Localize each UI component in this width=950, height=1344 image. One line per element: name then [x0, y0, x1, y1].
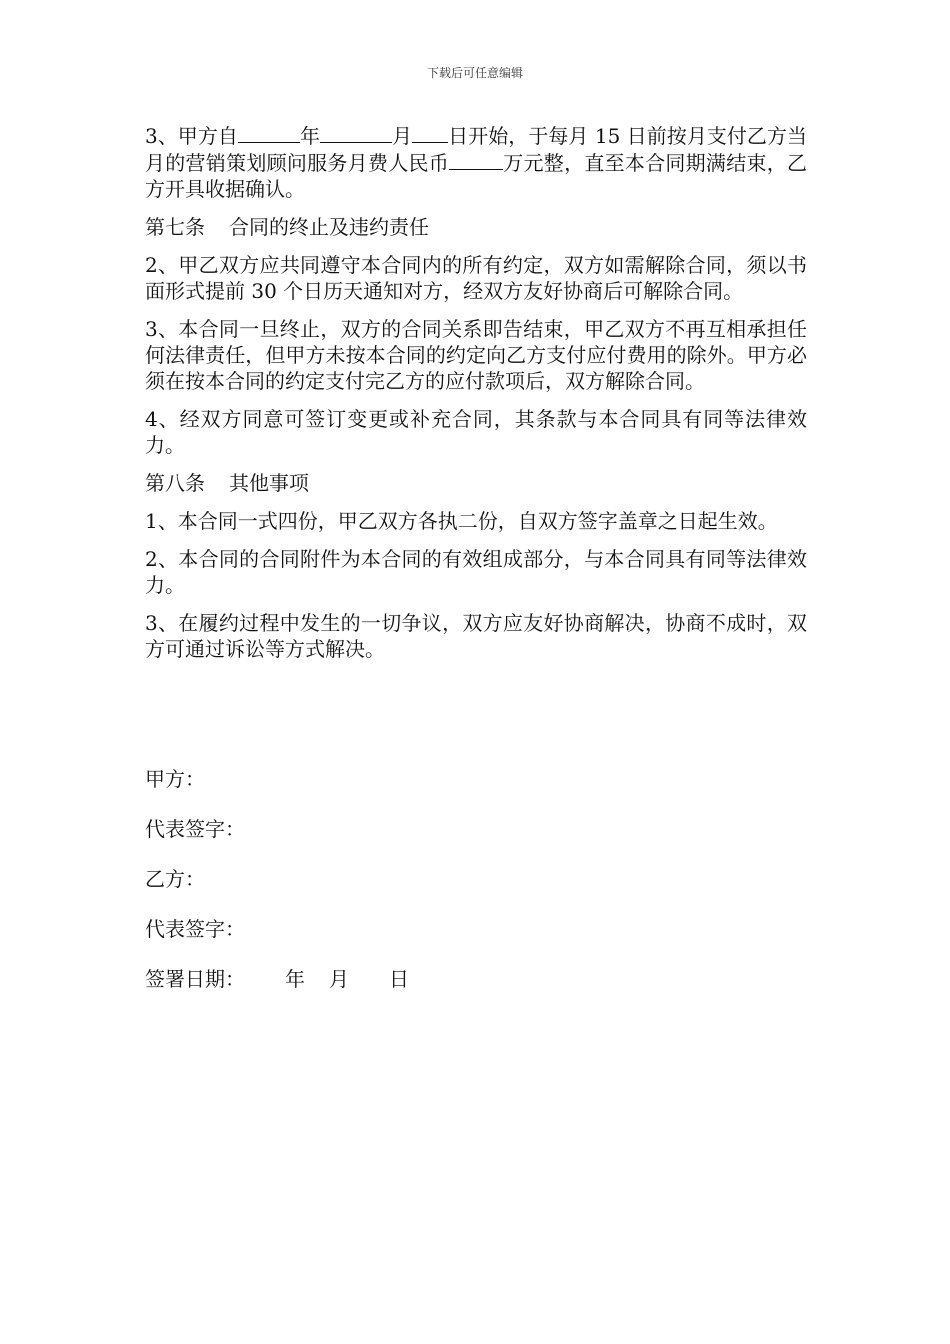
- signing-date-year: 年: [285, 967, 305, 991]
- contract-body: [145, 122, 807, 674]
- clause-text: 年: [299, 124, 321, 148]
- signing-date-month: 月: [329, 967, 349, 991]
- clause-text: 3、甲方自: [145, 124, 238, 148]
- article-7-item: 2、甲乙双方应共同遵守本合同内的所有约定，双方如需解除合同，须以书面形式提前 30 个日历天通知对方，经双方友好协商后可解除合同。: [145, 253, 807, 303]
- article-8-heading: [145, 470, 807, 496]
- blank-amount-field: [449, 149, 503, 170]
- party-b-representative-label: 代表签字：: [145, 917, 245, 941]
- party-a-label: 甲方：: [145, 767, 205, 791]
- article-7-item: 4、经双方同意可签订变更或补充合同，其条款与本合同具有同等法律效力。: [145, 407, 807, 457]
- blank-day-field: [412, 122, 448, 143]
- blank-month-field: [320, 122, 392, 143]
- article-8-item: 3、在履约过程中发生的一切争议，双方应友好协商解决，协商不成时，双方可通过诉讼等方式解决。: [145, 611, 807, 661]
- article-title: 合同的终止及违约责任: [229, 215, 429, 239]
- clause-text: 万元整，直至本合同期满结束，乙方开具收据确认。: [145, 151, 807, 201]
- party-b-label: 乙方：: [145, 867, 205, 891]
- signing-date-label: 签署日期：: [145, 967, 245, 991]
- article-number: 第八条: [145, 471, 205, 495]
- article-8-item: 2、本合同的合同附件为本合同的有效组成部分，与本合同具有同等法律效力。: [145, 547, 807, 597]
- clause-payment-schedule: [145, 122, 807, 202]
- page-header-note: 下载后可任意编辑: [426, 66, 523, 80]
- signing-date-line: [145, 966, 409, 992]
- article-7-item: 3、本合同一旦终止，双方的合同关系即告结束，甲乙双方不再互相承担任何法律责任，但甲方未按本合同的约定向乙方支付应付费用的除外。甲方必须在按本合同的约定支付完乙方的应付款项后，双方解除合同。: [145, 317, 807, 393]
- clause-text: 月: [392, 124, 413, 148]
- article-8-item: 1、本合同一式四份，甲乙双方各执二份，自双方签字盖章之日起生效。: [145, 509, 778, 533]
- article-7-heading: [145, 214, 807, 240]
- article-title: 其他事项: [229, 471, 309, 495]
- blank-year-field: [238, 122, 300, 143]
- signature-block: [145, 766, 409, 1016]
- article-number: 第七条: [145, 215, 205, 239]
- signing-date-day: 日: [389, 967, 409, 991]
- clause-text: 日开始，于每月 15 日前按月支付乙方当月的营销策划顾问服务月费人民币: [145, 124, 808, 175]
- party-a-representative-label: 代表签字：: [145, 817, 245, 841]
